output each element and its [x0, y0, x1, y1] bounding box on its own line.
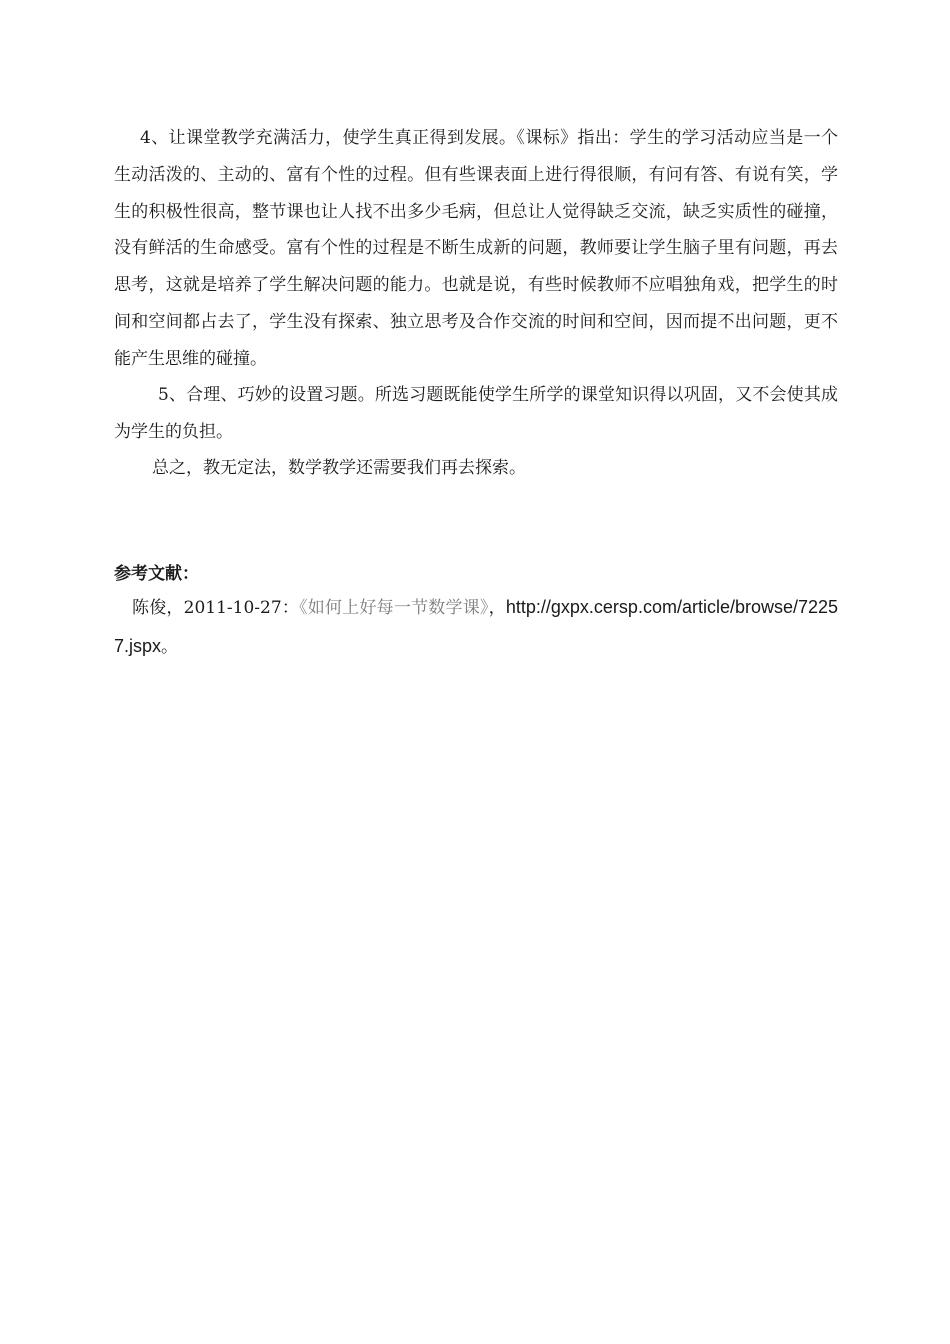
reference-end-mark: 。: [161, 637, 179, 657]
reference-entry: [114, 588, 838, 666]
reference-author-date: 陈俊，2011-10-27：: [132, 598, 300, 618]
reference-url-link[interactable]: http://gxpx.cersp.com/article/browse/72257.jspx: [114, 597, 839, 656]
reference-separator: ，: [488, 598, 506, 618]
body-paragraph-4: 4、让课堂教学充满活力，使学生真正得到发展。《课标》指出：学生的学习活动应当是一个生动活泼的、主动的、富有个性的过程。但有些课表面上进行得很顺，有问有答、有说有笑，学生的积极性很高，整节课也让人找不出多少毛病，但总让人觉得缺乏交流，缺乏实质性的碰撞，没有鲜活的生命感受。富有个性的过程是不断生成新的问题，教师要让学生脑子里有问题，再去思考，这就是培养了学生解决问题的能力。也就是说，有些时候教师不应唱独角戏，把学生的时间和空间都占去了，学生没有探索、独立思考及合作交流的时间和空间，因而提不出问题，更不能产生思维的碰撞。: [114, 128, 838, 369]
reference-title: 《如何上好每一节数学课》: [299, 598, 489, 618]
body-paragraph-5: 5、合理、巧妙的设置习题。所选习题既能使学生所学的课堂知识得以巩固，又不会使其成为学生的负担。: [114, 385, 838, 442]
body-paragraph-conclusion: 总之，教无定法，数学教学还需要我们再去探索。: [152, 458, 526, 478]
references-heading: 参考文献：: [114, 564, 199, 584]
